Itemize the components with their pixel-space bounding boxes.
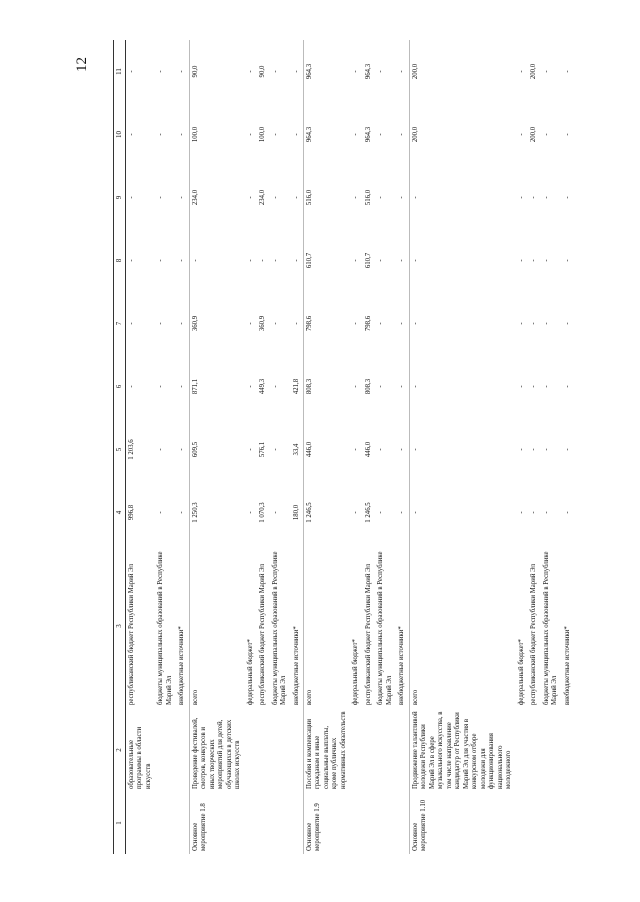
value-cell: - — [246, 70, 254, 73]
funding-source-cell: республиканский бюджет Республики Марий Эл — [127, 564, 135, 705]
value-cell: 1 246,5 — [303, 481, 350, 544]
activity-cell — [270, 792, 291, 854]
value-cell: - — [157, 511, 165, 514]
value-cell: - — [398, 385, 406, 388]
value-cell: - — [409, 481, 515, 544]
value-cell: 360,9 — [259, 315, 267, 332]
value-cell: - — [178, 196, 186, 199]
value-cell: 609,5 — [189, 418, 244, 481]
value-cell: - — [530, 448, 538, 451]
column-header-4: 4 — [114, 481, 126, 544]
activity-cell — [125, 792, 155, 854]
value-cell: 200,0 — [409, 40, 515, 103]
column-header-6: 6 — [114, 355, 126, 418]
table-row — [363, 40, 375, 854]
value-cell: - — [377, 259, 385, 262]
value-cell: - — [542, 133, 550, 136]
funding-source-cell: бюджеты муниципальных образований в Республике Марий Эл — [157, 551, 173, 705]
value-cell: - — [352, 133, 360, 136]
value-cell: 234,0 — [259, 189, 267, 206]
value-cell: - — [271, 259, 279, 262]
table-row — [189, 40, 244, 854]
value-cell: - — [398, 322, 406, 325]
table-row — [516, 40, 528, 854]
description-cell — [155, 708, 176, 792]
description-cell: Продвижение талантливой молодежи Республики Марий Эл в сфере музыкального искусства, в том числе направление кандидатур от Республики Марий Эл для участия в конкурсном отборе молодежи для функционирования национального молодежного — [409, 708, 515, 792]
table-row — [270, 40, 291, 854]
funding-source-cell: всего — [409, 544, 515, 708]
value-cell: - — [157, 196, 165, 199]
activity-cell — [363, 792, 375, 854]
table-row — [396, 40, 409, 854]
value-cell: - — [246, 196, 254, 199]
funding-source-cell: республиканский бюджет Республики Марий Эл — [259, 564, 267, 705]
value-cell: - — [398, 70, 406, 73]
value-cell: - — [517, 133, 525, 136]
table-row — [257, 40, 269, 854]
value-cell: - — [517, 448, 525, 451]
activity-cell — [396, 792, 409, 854]
funding-source-cell: бюджеты муниципальных образований в Республике Марий Эл — [271, 551, 288, 705]
activity-cell — [291, 792, 304, 854]
description-cell — [375, 708, 396, 792]
value-cell: - — [352, 70, 360, 73]
description-cell: Проведение фестивалей, смотров, конкурсов и иных творческих мероприятий для детей, обучающихся в детских школах искусств — [189, 708, 244, 792]
value-cell: 808,3 — [364, 378, 372, 395]
value-cell: - — [398, 259, 406, 262]
value-cell: 90,0 — [259, 65, 267, 78]
value-cell: 808,3 — [303, 355, 350, 418]
value-cell: - — [542, 70, 550, 73]
value-cell: 964,3 — [364, 126, 372, 143]
column-header-5: 5 — [114, 418, 126, 481]
table-row — [125, 40, 155, 854]
activity-cell — [528, 792, 540, 854]
description-cell — [516, 708, 528, 792]
column-header-1: 1 — [114, 792, 126, 854]
value-cell: 234,0 — [189, 166, 244, 229]
value-cell: - — [517, 511, 525, 514]
column-header-10: 10 — [114, 103, 126, 166]
value-cell: 90,0 — [189, 40, 244, 103]
value-cell: 180,0 — [292, 504, 300, 521]
value-cell: - — [542, 322, 550, 325]
value-cell: 964,3 — [303, 40, 350, 103]
value-cell: 100,0 — [259, 126, 267, 143]
table-row — [528, 40, 540, 854]
value-cell: 576,1 — [259, 441, 267, 458]
value-cell: - — [127, 133, 135, 136]
value-cell: - — [292, 196, 300, 199]
column-header-8: 8 — [114, 229, 126, 292]
value-cell: - — [259, 259, 267, 262]
funding-source-cell: бюджеты муниципальных образований в Республике Марий Эл — [542, 551, 559, 705]
value-cell: 871,1 — [189, 355, 244, 418]
value-cell: - — [271, 70, 279, 73]
funding-source-cell: внебюджетные источники* — [178, 626, 186, 705]
activity-cell — [516, 792, 528, 854]
value-cell: - — [563, 322, 571, 325]
description-cell — [176, 708, 189, 792]
value-cell: - — [409, 355, 515, 418]
value-cell: - — [563, 385, 571, 388]
value-cell: - — [530, 511, 538, 514]
value-cell: - — [292, 133, 300, 136]
description-cell — [363, 708, 375, 792]
value-cell: 33,4 — [292, 443, 300, 456]
value-cell: - — [377, 511, 385, 514]
value-cell: - — [352, 448, 360, 451]
description-cell — [270, 708, 291, 792]
value-cell: - — [409, 229, 515, 292]
value-cell: 1 246,5 — [364, 502, 372, 523]
value-cell: - — [542, 511, 550, 514]
value-cell: 798,6 — [303, 292, 350, 355]
value-cell: - — [563, 511, 571, 514]
value-cell: - — [517, 196, 525, 199]
activity-cell — [257, 792, 269, 854]
value-cell: - — [178, 385, 186, 388]
activity-cell: Основное мероприятие 1.9 — [303, 792, 350, 854]
table-row — [176, 40, 189, 854]
value-cell: - — [246, 259, 254, 262]
activity-cell — [375, 792, 396, 854]
value-cell: 100,0 — [189, 103, 244, 166]
activity-cell: Основное мероприятие 1.10 — [409, 792, 515, 854]
value-cell: - — [563, 448, 571, 451]
value-cell: - — [542, 448, 550, 451]
value-cell: - — [377, 196, 385, 199]
value-cell: - — [377, 448, 385, 451]
value-cell: - — [271, 511, 279, 514]
value-cell: - — [517, 322, 525, 325]
value-cell: 446,0 — [364, 441, 372, 458]
column-header-3: 3 — [114, 544, 126, 708]
funding-source-cell: республиканский бюджет Республики Марий Эл — [530, 564, 538, 705]
value-cell: 360,9 — [189, 292, 244, 355]
value-cell: - — [127, 70, 135, 73]
funding-source-cell: всего — [189, 544, 244, 708]
value-cell: - — [271, 196, 279, 199]
table-row — [303, 40, 350, 854]
table-body — [125, 40, 574, 854]
value-cell: - — [157, 322, 165, 325]
value-cell: - — [563, 133, 571, 136]
description-cell — [257, 708, 269, 792]
value-cell: - — [127, 385, 135, 388]
value-cell: - — [530, 385, 538, 388]
value-cell: - — [246, 133, 254, 136]
value-cell: - — [246, 322, 254, 325]
table-row — [350, 40, 362, 854]
activity-cell — [350, 792, 362, 854]
value-cell: 200,0 — [409, 103, 515, 166]
value-cell: - — [352, 511, 360, 514]
value-cell: - — [530, 322, 538, 325]
value-cell: - — [178, 511, 186, 514]
value-cell: - — [352, 196, 360, 199]
value-cell: - — [398, 133, 406, 136]
funding-source-cell: всего — [303, 544, 350, 708]
funding-source-cell: внебюджетные источники* — [563, 626, 571, 705]
column-header-11: 11 — [114, 40, 126, 103]
value-cell: 446,0 — [303, 418, 350, 481]
value-cell: - — [542, 196, 550, 199]
value-cell: 610,7 — [303, 229, 350, 292]
value-cell: - — [292, 259, 300, 262]
value-cell: - — [246, 448, 254, 451]
funding-source-cell: бюджеты муниципальных образований в Республике Марий Эл — [377, 551, 393, 705]
value-cell: - — [409, 418, 515, 481]
value-cell: - — [178, 322, 186, 325]
value-cell: 964,3 — [364, 63, 372, 80]
value-cell: - — [352, 259, 360, 262]
value-cell: - — [157, 133, 165, 136]
value-cell: - — [352, 385, 360, 388]
value-cell: - — [377, 385, 385, 388]
table-header-row — [114, 40, 126, 854]
funding-source-cell: республиканский бюджет Республики Марий Эл — [364, 564, 372, 705]
value-cell: - — [377, 322, 385, 325]
table-row — [291, 40, 304, 854]
value-cell: - — [292, 322, 300, 325]
value-cell: 516,0 — [364, 189, 372, 206]
activity-cell — [176, 792, 189, 854]
column-header-9: 9 — [114, 166, 126, 229]
description-cell — [528, 708, 540, 792]
value-cell: 1 250,3 — [189, 481, 244, 544]
table-row — [375, 40, 396, 854]
value-cell: - — [563, 70, 571, 73]
value-cell: - — [178, 259, 186, 262]
value-cell: - — [292, 70, 300, 73]
rotated-table-wrapper — [113, 63, 571, 854]
description-cell — [291, 708, 304, 792]
funding-source-cell: внебюджетные источники* — [292, 626, 300, 705]
value-cell: - — [157, 448, 165, 451]
value-cell: - — [377, 133, 385, 136]
value-cell: - — [398, 196, 406, 199]
value-cell: - — [563, 259, 571, 262]
value-cell: 516,0 — [303, 166, 350, 229]
value-cell: - — [398, 511, 406, 514]
value-cell: 798,6 — [364, 315, 372, 332]
table-row — [155, 40, 176, 854]
value-cell: - — [189, 229, 244, 292]
value-cell: - — [178, 70, 186, 73]
value-cell: - — [127, 259, 135, 262]
description-cell — [245, 708, 257, 792]
table-row — [541, 40, 562, 854]
funding-source-cell: федеральный бюджет* — [517, 639, 525, 705]
description-cell: Пособия и компенсации гражданам и иные социальные выплаты, кроме публичных нормативных обязательств — [303, 708, 350, 792]
value-cell: 996,8 — [127, 504, 135, 521]
value-cell: - — [271, 322, 279, 325]
column-header-2: 2 — [114, 708, 126, 792]
value-cell: 1 203,6 — [127, 439, 135, 460]
funding-source-cell: внебюджетные источники* — [398, 626, 406, 705]
value-cell: - — [398, 448, 406, 451]
value-cell: - — [271, 448, 279, 451]
value-cell: - — [517, 385, 525, 388]
value-cell: - — [127, 322, 135, 325]
value-cell: 449,3 — [259, 378, 267, 395]
value-cell: - — [352, 322, 360, 325]
description-cell — [541, 708, 562, 792]
value-cell: - — [530, 259, 538, 262]
activity-cell — [245, 792, 257, 854]
activity-cell: Основное мероприятие 1.8 — [189, 792, 244, 854]
value-cell: - — [246, 385, 254, 388]
value-cell: - — [246, 511, 254, 514]
value-cell: - — [377, 70, 385, 73]
value-cell: - — [127, 196, 135, 199]
funding-table — [113, 40, 574, 854]
table-row — [562, 40, 574, 854]
value-cell: - — [178, 448, 186, 451]
value-cell: - — [409, 166, 515, 229]
value-cell: - — [530, 196, 538, 199]
value-cell: - — [157, 385, 165, 388]
value-cell: - — [178, 133, 186, 136]
value-cell: 421,8 — [292, 378, 300, 395]
value-cell: - — [542, 259, 550, 262]
description-cell — [562, 708, 574, 792]
value-cell: - — [563, 196, 571, 199]
activity-cell — [541, 792, 562, 854]
value-cell: - — [271, 133, 279, 136]
value-cell: 200,0 — [530, 63, 538, 80]
value-cell: - — [517, 259, 525, 262]
description-cell — [350, 708, 362, 792]
page-number: 12 — [74, 57, 90, 72]
description-cell: образовательные программы в области искусств — [127, 726, 152, 789]
activity-cell — [155, 792, 176, 854]
activity-cell — [562, 792, 574, 854]
description-cell — [396, 708, 409, 792]
value-cell: - — [157, 70, 165, 73]
value-cell: - — [271, 385, 279, 388]
column-header-7: 7 — [114, 292, 126, 355]
value-cell: - — [157, 259, 165, 262]
value-cell: 610,7 — [364, 252, 372, 269]
value-cell: - — [409, 292, 515, 355]
value-cell: 1 070,3 — [259, 502, 267, 523]
value-cell: 200,0 — [530, 126, 538, 143]
value-cell: 964,3 — [303, 103, 350, 166]
value-cell: - — [517, 70, 525, 73]
table-row — [245, 40, 257, 854]
table-row — [409, 40, 515, 854]
value-cell: - — [542, 385, 550, 388]
funding-source-cell: федеральный бюджет* — [352, 639, 360, 705]
funding-source-cell: федеральный бюджет* — [246, 639, 254, 705]
